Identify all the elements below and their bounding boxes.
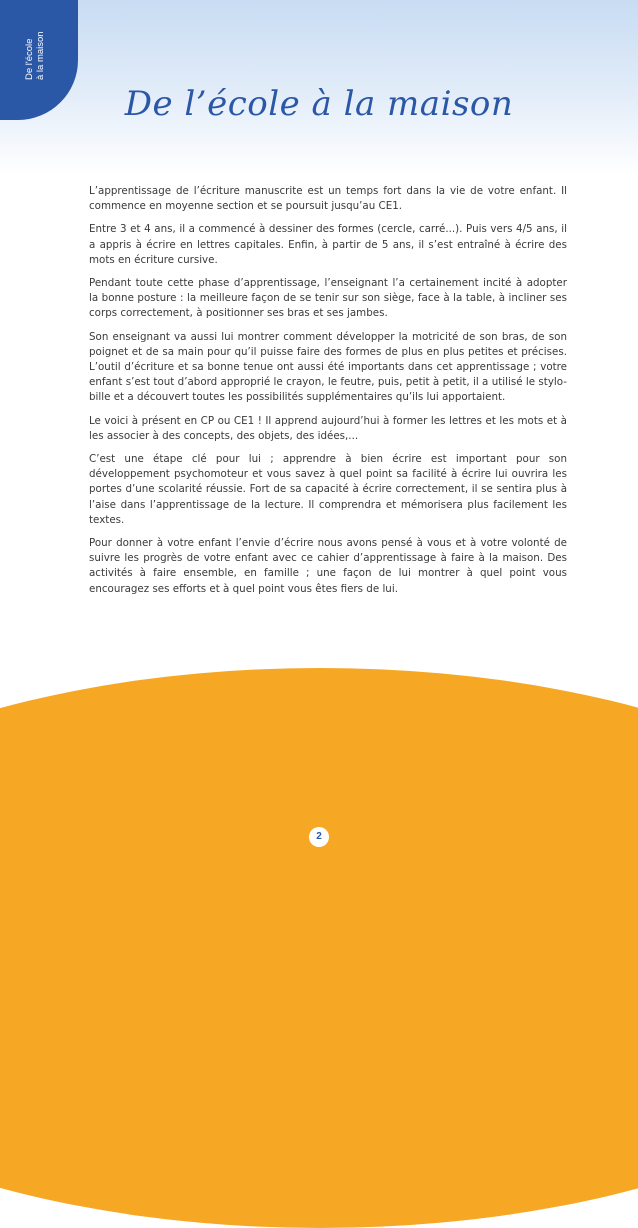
paragraph-4: Son enseignant va aussi lui montrer comment développer la motricité de son bras, de son poignet et de sa main pour qu’il puisse faire des formes de plus en plus petites et précises. L’outil d’écriture et sa bonne tenue ont aussi été importants dans cet apprentissage ; votre enfant s’est tout d’abord approprié le crayon, le feutre, puis, petit à petit, il a utilisé le stylo-bille et a découvert toutes les possibilités supplémentaires qu’ils lui apportaient. (89, 330, 567, 404)
paragraph-3: Pendant toute cette phase d’apprentissage, l’enseignant l’a certainement incité à adopter la bonne posture : la meilleure façon de se tenir sur son siège, face à la table, à incliner ses corps correctement, à positionner ses bras et ses jambes. (89, 277, 567, 320)
section-corner-label-line2: à la maison (35, 31, 46, 80)
body-text (89, 184, 567, 605)
footer-orange-shape (0, 668, 638, 1228)
paragraph-7: Pour donner à votre enfant l’envie d’écrire nous avons pensé à vous et à votre volonté de suivre les progrès de votre enfant avec ce cahier d’apprentissage à faire à la maison. Des activités à faire ensemble, en famille ; une façon de lui montrer à quel point vous encouragez ses efforts et à quel point vous êtes fiers de lui. (89, 537, 567, 595)
paragraph-1: L’apprentissage de l’écriture manuscrite est un temps fort dans la vie de votre enfant. Il commence en moyenne section et se poursuit jusqu’au CE1. (89, 185, 567, 213)
page-number-badge: 2 (309, 827, 329, 847)
paragraph-5: Le voici à présent en CP ou CE1 ! Il apprend aujourd’hui à former les lettres et les mots et à les associer à des concepts, des objets, des idées,... (89, 414, 567, 442)
page-title: De l’école à la maison (124, 84, 514, 124)
section-corner-label-line1: De l'école (24, 38, 35, 80)
section-corner-label (24, 31, 46, 80)
paragraph-2: Entre 3 et 4 ans, il a commencé à dessiner des formes (cercle, carré...). Puis vers 4/5 ans, il a appris à écrire en lettres capitales. Enfin, à partir de 5 ans, il s’est entraîné à écrire des mots en écriture cursive. (89, 223, 567, 266)
paragraph-6: C’est une étape clé pour lui ; apprendre à bien écrire est important pour son développement psychomoteur et vous savez à quel point sa facilité à écrire lui ouvrira les portes d’une scolarité réussie. Fort de sa capacité à écrire correctement, il se sentira plus à l’aise dans l’apprentissage de la lecture. Il comprendra et mémorisera plus facilement les textes. (89, 453, 567, 526)
